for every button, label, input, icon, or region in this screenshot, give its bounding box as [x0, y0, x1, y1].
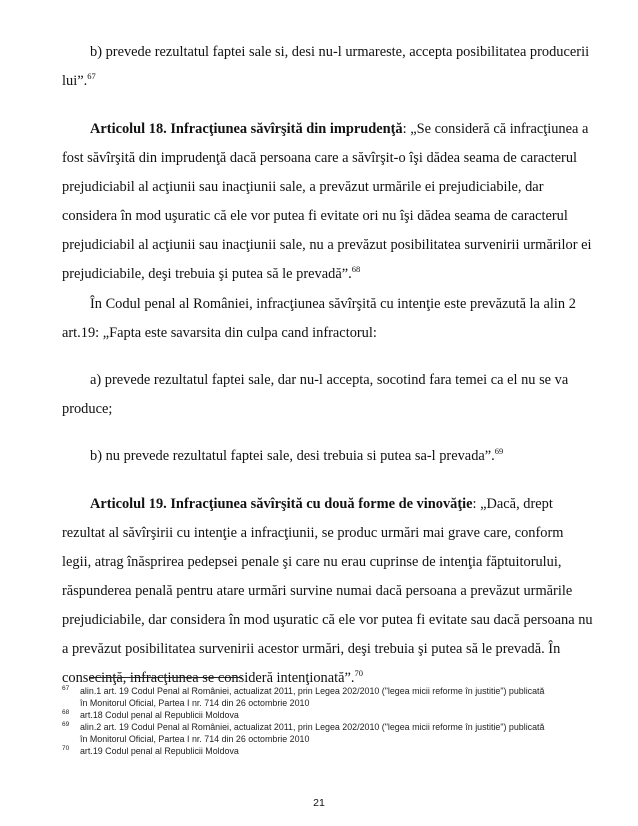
footnote-text: în Monitorul Oficial, Partea I nr. 714 din 26 octombrie 2010	[80, 733, 310, 744]
footnote-divider	[90, 677, 242, 678]
footnote-ref-70[interactable]: 70	[354, 668, 363, 679]
page-number: 21	[313, 797, 325, 809]
article-19-heading: Articolul 19. Infracţiunea săvîrşită cu două forme de vinovăţie	[90, 496, 473, 512]
footnote-number: 69	[62, 721, 70, 729]
footnote-70	[62, 746, 602, 758]
footnote-ref-69[interactable]: 69	[494, 446, 504, 457]
footnote-text: în Monitorul Oficial, Partea I nr. 714 din 26 octombrie 2010	[80, 697, 310, 708]
footnote-ref-68[interactable]: 68	[351, 264, 361, 275]
footnote-text: art.18 Codul penal al Republicii Moldova	[80, 710, 239, 720]
paragraph-1	[62, 38, 594, 96]
article-18-text: : „Se consideră că infracţiunea a fost săvîrşită din imprudenţă dacă persoana care a săvîrşit-o îşi dădea seama de caracterul prejudiciabil al acţiunii sau inacţiunii sale, a prevăzut urmările ei prejudiciabile, dar considera în mod uşuratic că ele vor putea fi evitate ori nu îşi dădea seama de caracterul prejudiciabil al acţiunii sau inacţiunii sale, nu a prevăzut posibilitatea survenirii urmărilor ei prejudiciabile, deşi trebuia şi putea să le prevadă”.	[62, 121, 592, 282]
article-19-text: : „Dacă, drept rezultat al săvîrşirii cu intenţie a infracţiunii, se produc urmări mai grave care, conform legii, atrag înăsprirea pedepsei penale şi care nu erau cuprinse de intenţia făptuitorului, răspunderea penală pentru atare urmări survine numai dacă persoana a prevăzut urmările prejudiciabile, dar considera în mod uşuratic că ele vor putea fi evitate sau dacă persoana nu a prevăzut posibilitatea survenirii acestor urmări, deşi trebuia şi putea să le prevadă. În consecinţă, infracţiunea se consideră intenţionată”.	[62, 496, 593, 686]
article-18-heading: Articolul 18. Infracţiunea săvîrşită din imprudenţă	[90, 121, 403, 137]
footnote-number: 68	[62, 709, 70, 717]
footnote-text: art.19 Codul penal al Republicii Moldova	[80, 746, 239, 756]
footnote-ref-67[interactable]: 67	[87, 71, 96, 82]
footnote-69	[62, 722, 602, 745]
paragraph-3	[62, 290, 594, 348]
footnote-number: 67	[62, 685, 70, 693]
paragraph-5	[62, 442, 594, 471]
paragraph-article-18	[62, 115, 594, 289]
footnote-68	[62, 710, 602, 722]
paragraph-article-19	[62, 490, 594, 693]
footnote-text: alin.1 art. 19 Codul Penal al României, actualizat 2011, prin Legea 202/2010 ("legea micii reforme în justitie") publicată	[80, 686, 545, 696]
footnote-67	[62, 686, 602, 709]
paragraph-5-text: b) nu prevede rezultatul faptei sale, desi trebuia si putea sa-l prevada”.	[90, 448, 495, 464]
footnote-text: alin.2 art. 19 Codul Penal al României, actualizat 2011, prin Legea 202/2010 ("legea micii reforme în justitie") publicată	[80, 722, 545, 732]
paragraph-4	[62, 366, 594, 424]
paragraph-4-text: a) prevede rezultatul faptei sale, dar nu-l accepta, socotind fara temei ca el nu se va produce;	[62, 372, 569, 417]
paragraph-1-text: b) prevede rezultatul faptei sale si, desi nu-l urmareste, accepta posibilitatea producerii lui”.	[62, 44, 590, 89]
paragraph-3-text: În Codul penal al României, infracţiunea săvîrşită cu intenţie este prevăzută la alin 2 art.19: „Fapta este savarsita din culpa cand infractorul:	[62, 296, 576, 341]
footnote-number: 70	[62, 745, 70, 753]
